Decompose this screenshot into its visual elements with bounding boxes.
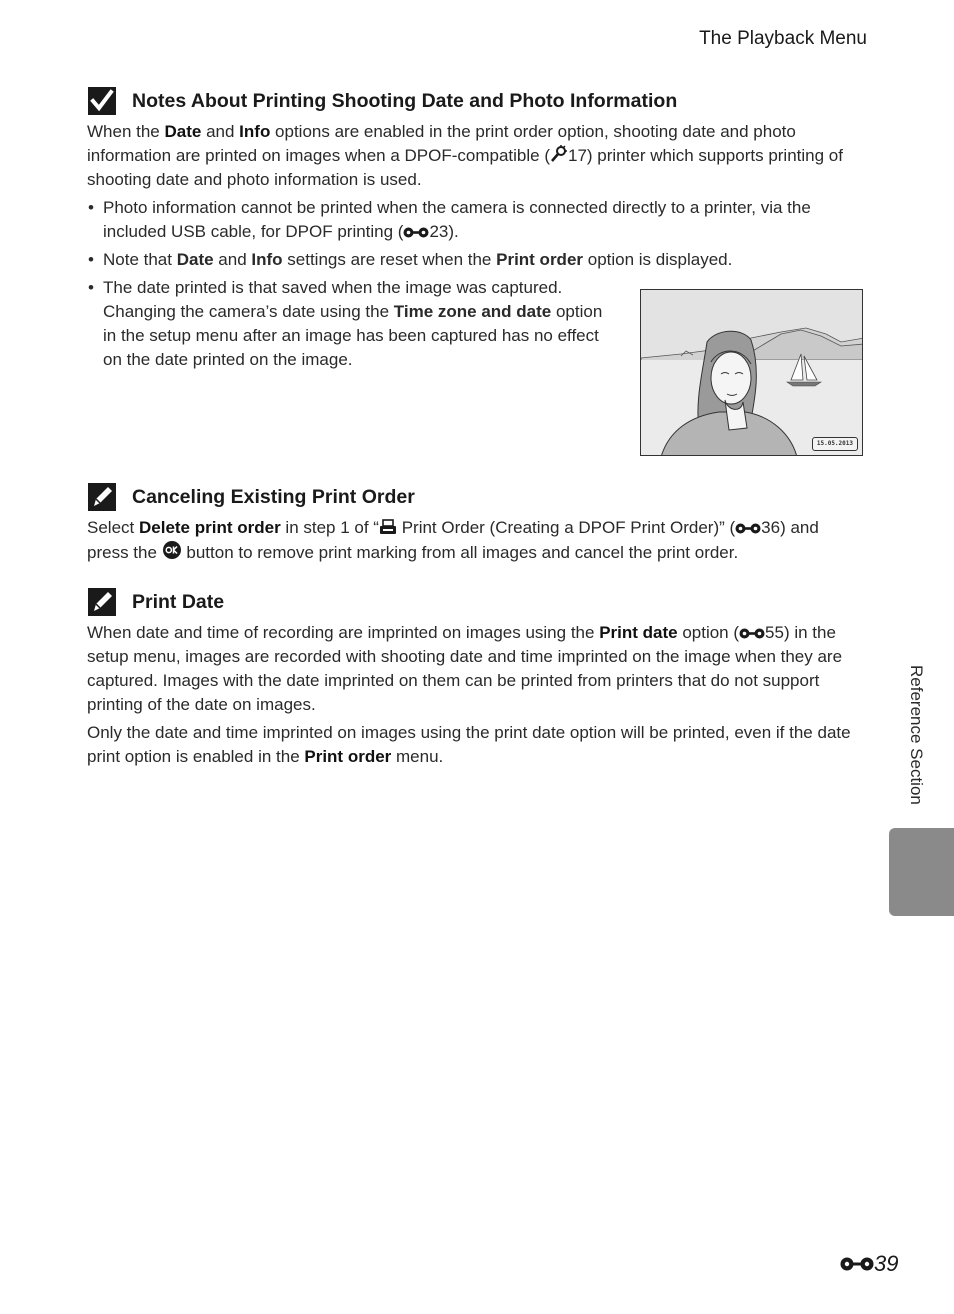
print-order-icon: [379, 519, 397, 535]
printdate-section: [87, 587, 865, 769]
reference-icon: [735, 522, 761, 535]
notes-intro: When the Date and Info options are enabled in the print order option, shooting date and photo information are printed on images when a DPOF-compatible ( 17) printer which supports printing of shooting date and photo information is used.: [87, 122, 843, 189]
cancel-body: Select Delete print order in step 1 of “ Print Order (Creating a DPOF Print Order)” ( 36) and press the button to remove print marking from all images and cancel the print order.: [87, 518, 819, 562]
cancel-section: [87, 482, 865, 565]
notes-title: [87, 86, 865, 120]
bullet-item: • Note that Date and Info settings are reset when the Print order option is displayed.: [87, 248, 865, 272]
checkmark-icon: [87, 86, 117, 116]
bullet-item: • The date printed is that saved when the image was captured. Changing the camera’s date using the Time zone and date option in the setup menu after an image has been captured has no effect on the date printed on the image.: [87, 276, 603, 372]
section-tab: [889, 828, 954, 916]
running-header: The Playback Menu: [699, 28, 867, 49]
notes-heading: Notes About Printing Shooting Date and Photo Information: [132, 90, 678, 112]
sample-photo: [640, 289, 863, 456]
printdate-para: Only the date and time imprinted on images using the print date option will be printed, even if the date print option is enabled in the Print order menu.: [87, 723, 851, 766]
reference-icon: [739, 627, 765, 640]
photo-illustration: [641, 290, 863, 456]
bullet-item: • Photo information cannot be printed when the camera is connected directly to a printer, via the included USB cable, for DPOF printing ( 23).: [87, 196, 865, 244]
ok-button-icon: [162, 540, 182, 560]
cancel-heading: Canceling Existing Print Order: [132, 486, 415, 508]
printdate-title: [87, 587, 865, 621]
printdate-heading: Print Date: [132, 591, 225, 613]
cancel-title: [87, 482, 865, 516]
printdate-para: When date and time of recording are imprinted on images using the Print date option ( 55) in the setup menu, images are recorded with shooting date and time imprinted on the image when they are captured. Images with the date imprinted on them can be printed from printers that do not support printing of the date on images.: [87, 623, 843, 714]
page-number: 39: [840, 1251, 898, 1279]
pencil-icon: [87, 482, 117, 512]
side-section-label: Reference Section: [907, 665, 926, 805]
wrench-icon: [550, 145, 568, 163]
photo-date-stamp: 15.05.2013: [812, 437, 858, 451]
pencil-icon: [87, 587, 117, 617]
reference-icon: [840, 1256, 874, 1272]
reference-icon: [403, 226, 429, 239]
